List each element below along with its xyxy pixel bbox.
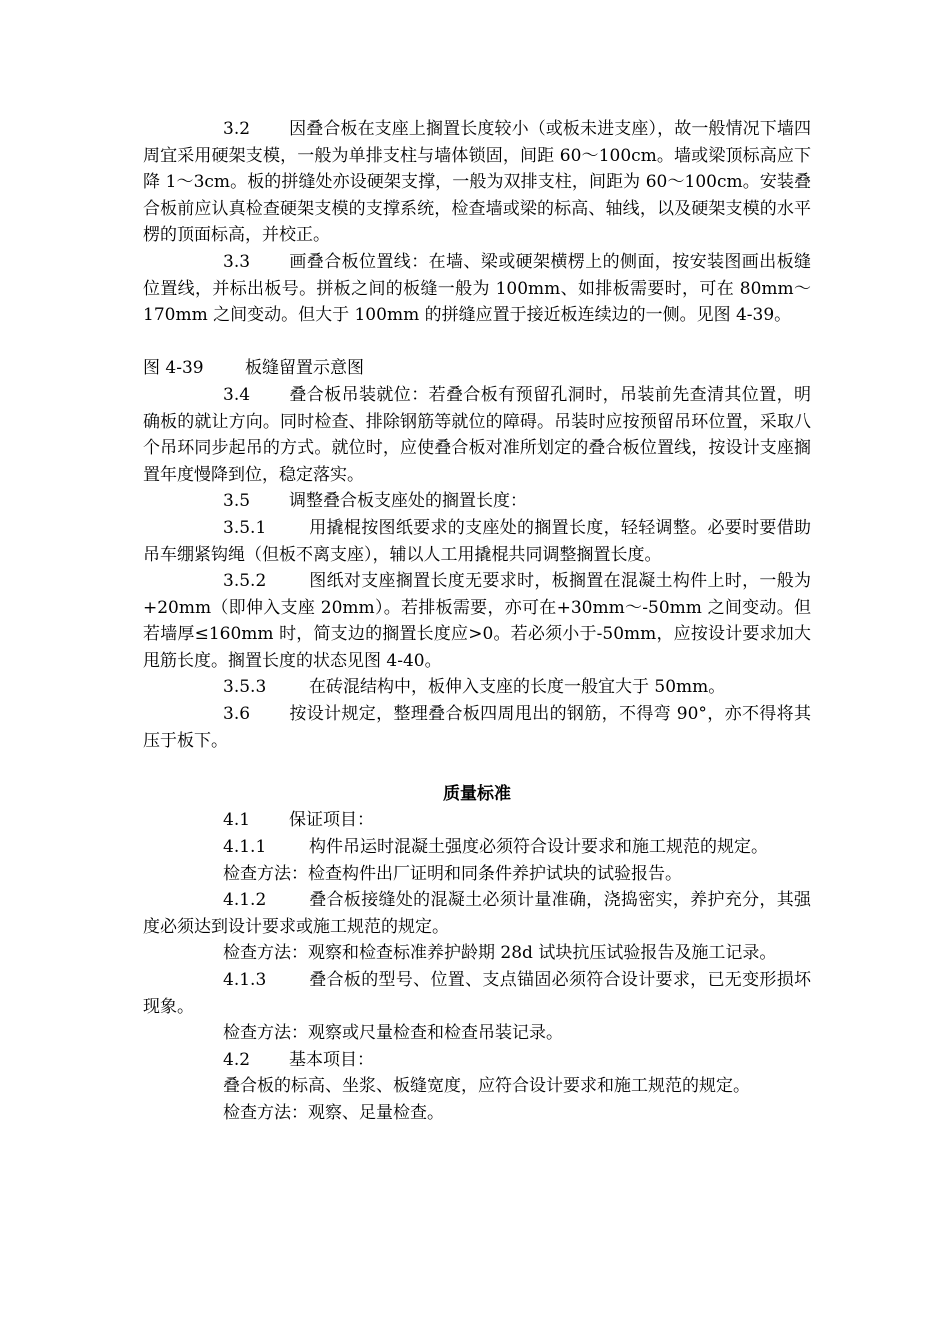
- paragraph-3-5: [143, 488, 811, 515]
- figure-number: 图 4-39: [143, 358, 204, 379]
- check-method-4-2: 检查方法：观察、足量检查。: [223, 1102, 444, 1123]
- clause-number: 3.2: [223, 119, 251, 139]
- paragraph-4-2: [143, 1047, 811, 1074]
- clause-number: 3.5.3: [223, 677, 267, 698]
- paragraph-3-6: [143, 701, 811, 754]
- clause-number: 4.1: [223, 810, 251, 831]
- paragraph-3-4: [143, 382, 811, 488]
- clause-number: 4.1.3: [223, 970, 267, 990]
- clause-text: 用撬棍按图纸要求的支座处的搁置长度，轻轻调整。必要时要借助吊车绷紧钩绳（但板不离支座），辅以人工用撬棍共同调整搁置长度。: [143, 517, 811, 565]
- clause-number: 3.5.2: [223, 571, 267, 592]
- clause-number: 3.6: [223, 704, 251, 725]
- clause-text: 图纸对支座搁置长度无要求时，板搁置在混凝土构件上时，一般为+20mm（即伸入支座 20mm）。若排板需要，亦可在+30mm～-50mm 之间变动。但若墙厚≤160mm 时，简支边的搁置长度应>0。若必须小于-50mm，应按设计要求加大甩筋长度。搁置长度的状态见图 4-40。: [143, 571, 811, 671]
- document-page: [143, 116, 811, 1127]
- paragraph-4-1-1: [143, 834, 811, 861]
- check-method-4-1-1: 检查方法：检查构件出厂证明和同条件养护试块的试验报告。: [223, 863, 682, 884]
- paragraph-4-1-3: [143, 967, 811, 1020]
- clause-text: 按设计规定，整理叠合板四周甩出的钢筋，不得弯 90°，亦不得将其压于板下。: [143, 704, 811, 751]
- spacer: [143, 754, 811, 781]
- check-method-4-1-2: 检查方法：观察和检查标准养护龄期 28d 试块抗压试验报告及施工记录。: [223, 943, 777, 964]
- clause-number: 3.5.1: [223, 517, 267, 538]
- paragraph-3-5-3: [143, 674, 811, 701]
- clause-text: 因叠合板在支座上搁置长度较小（或板未进支座），故一般情况下墙四周宜采用硬架支模，一般为单排支柱与墙体锁固，间距 60～100cm。墙或梁顶标高应下降 1～3cm。板的拼缝处亦设硬架支撑，一般为双排支柱，间距为 60～100cm。安装叠合板前应认真检查硬架支模的支撑系统，检查墙或梁的标高、轴线，以及硬架支模的水平楞的顶面标高，并校正。: [143, 119, 811, 246]
- paragraph-3-3: [143, 249, 811, 329]
- figure-caption: [143, 355, 811, 382]
- clause-number: 4.1.1: [223, 837, 267, 858]
- paragraph-3-2: [143, 116, 811, 249]
- clause-text: 构件吊运时混凝土强度必须符合设计要求和施工规范的规定。: [309, 837, 768, 858]
- clause-text: 调整叠合板支座处的搁置长度：: [289, 491, 527, 512]
- paragraph-4-1: [143, 807, 811, 834]
- paragraph-3-5-1: [143, 515, 811, 568]
- spacer: [143, 329, 811, 356]
- check-method-4-1-3: 检查方法：观察或尺量检查和检查吊装记录。: [223, 1023, 563, 1044]
- clause-text: 叠合板吊装就位：若叠合板有预留孔洞时，吊装前先查清其位置，明确板的就让方向。同时检查、排除钢筋等就位的障碍。吊装时应按预留吊环位置，采取八个吊环同步起吊的方式。就位时，应使叠合板对准所划定的叠合板位置线，按设计支座搁置年度慢降到位，稳定落实。: [143, 384, 811, 485]
- clause-number: 3.5: [223, 491, 251, 512]
- clause-number: 4.2: [223, 1049, 251, 1070]
- figure-title: 板缝留置示意图: [245, 358, 364, 379]
- clause-text: 基本项目：: [289, 1049, 374, 1070]
- clause-text: 在砖混结构中，板伸入支座的长度一般宜大于 50mm。: [309, 677, 726, 698]
- paragraph-4-1-2: [143, 887, 811, 940]
- basic-item-text: 叠合板的标高、坐浆、板缝宽度，应符合设计要求和施工规范的规定。: [223, 1076, 750, 1097]
- clause-number: 4.1.2: [223, 890, 267, 911]
- clause-number: 3.3: [223, 251, 251, 272]
- clause-text: 画叠合板位置线：在墙、梁或硬架横楞上的侧面，按安装图画出板缝位置线，并标出板号。拼板之间的板缝一般为 100mm、如排板需要时，可在 80mm～170mm 之间变动。但大于 100mm 的拼缝应置于接近板连续边的一侧。见图 4-39。: [143, 251, 811, 326]
- clause-number: 3.4: [223, 384, 251, 405]
- clause-text: 叠合板的型号、位置、支点锚固必须符合设计要求，已无变形损坏现象。: [143, 970, 811, 1017]
- section-heading: 质量标准: [443, 783, 511, 804]
- clause-text: 保证项目：: [289, 810, 374, 831]
- clause-text: 叠合板接缝处的混凝土必须计量准确，浇捣密实，养护充分，其强度必须达到设计要求或施工规范的规定。: [143, 890, 811, 937]
- paragraph-3-5-2: [143, 568, 811, 674]
